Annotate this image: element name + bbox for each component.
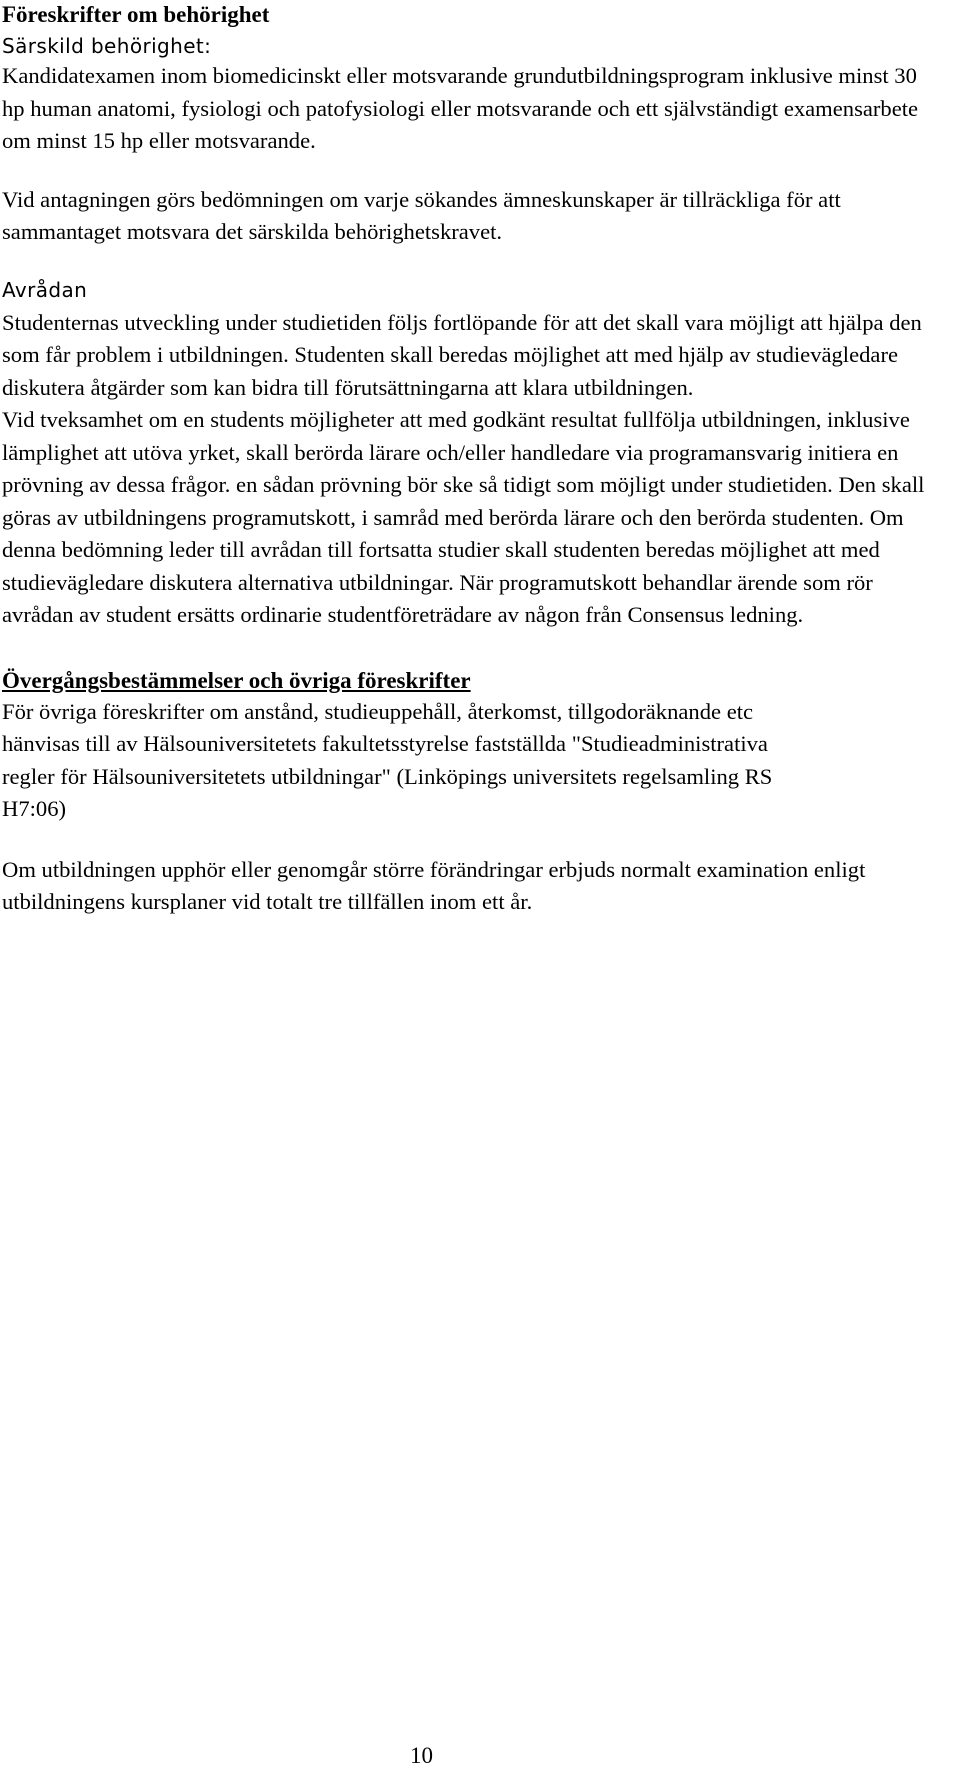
paragraph-utbildning-upphor: Om utbildningen upphör eller genomgår större förändringar erbjuds normalt examination enligt utbildningens kursplaner vid totalt tre tillfällen inom ett år.	[2, 856, 866, 914]
paragraph-behorighet-krav: Kandidatexamen inom biomedicinskt eller motsvarande grundutbildningsprogram inklusive minst 30 hp human anatomi, fysiologi och patofysiologi eller motsvarande och ett självständigt examensarbete om minst 15 hp eller motsvarande.	[2, 63, 919, 153]
section-title-overgangsbestammelser: Övergångsbestämmelser och övriga föreskrifter	[2, 667, 471, 693]
subtitle-sarskild-behorighet: Särskild behörighet:	[2, 34, 212, 58]
paragraph-studentutveckling: Studenternas utveckling under studietiden följs fortlöpande för att det skall vara möjligt att hjälpa den som får problem i utbildningen. Studenten skall beredas möjlighet att med hjälp av studievägledare diskutera åtgärder som kan bidra till förutsättningarna att klara utbildningen.	[2, 309, 922, 400]
document-page	[2, 0, 952, 919]
paragraph-ovriga-foreskrifter: För övriga föreskrifter om anstånd, studieuppehåll, återkomst, tillgodoräknande etc hänvisas till av Hälsouniversitetets fakultetsstyrelse fastställda "Studieadministrativa regler för Hälsouniversitetets utbildningar" (Linköpings universitets regelsamling RS H7:06)	[2, 698, 773, 821]
section-title-behorighet: Föreskrifter om behörighet	[2, 2, 270, 27]
page-number: 10	[410, 1743, 433, 1768]
paragraph-antagning: Vid antagningen görs bedömningen om varje sökandes ämneskunskaper är tillräckliga för att sammantaget motsvara det särskilda behörighetskravet.	[2, 186, 841, 244]
subtitle-avradan: Avrådan	[2, 277, 88, 302]
paragraph-tveksamhet: Vid tveksamhet om en students möjligheter att med godkänt resultat fullfölja utbildningen, inklusive lämplighet att utöva yrket, skall berörda lärare och/eller handledare via programansvarig initiera en prövning av dessa frågor. en sådan prövning bör ske så tidigt som möjligt under studietiden. Den skall göras av utbildningens programutskott, i samråd med berörda lärare och den berörda studenten. Om denna bedömning leder till avrådan till fortsatta studier skall studenten beredas möjlighet att med studievägledare diskutera alternativa utbildningar. När programutskott behandlar ärende som rör avrådan av student ersätts ordinarie studentföreträdare av någon från Consensus ledning.	[2, 407, 925, 627]
